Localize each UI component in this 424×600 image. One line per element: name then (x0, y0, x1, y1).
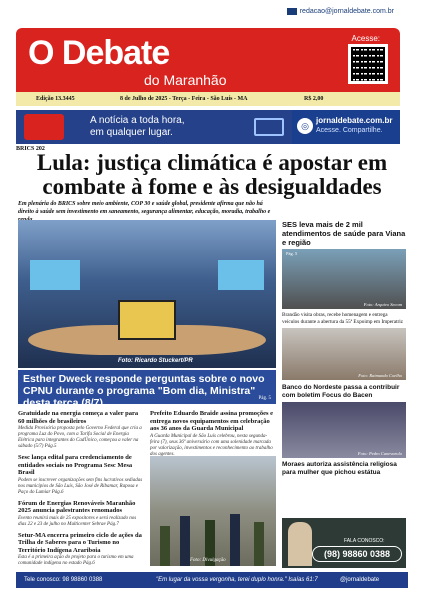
main-photo[interactable] (18, 220, 276, 368)
main-lede: Em plenária do BRICS sobre meio ambiente, COP 30 e saúde global, presidente afirma que não há direito à saúde sem investimento em saneamento, segurança alimentar, educação, moradia, trabalho e (18, 201, 271, 215)
story-title: Prefeito Eduardo Braide assina promoções e entrega novos equipamentos em celebração aos 36 anos da Guarda Municipal (150, 410, 274, 432)
ad-phone[interactable]: (98) 98860 0388 (312, 546, 402, 562)
app-screenshot-icon (24, 114, 64, 140)
right-column (282, 220, 406, 477)
story-item[interactable] (18, 454, 144, 496)
photo-credit: Foto: Arquivo Secom (363, 302, 402, 307)
story-title: Gratuidade na energia começa a valer para 60 milhões de brasileiros (18, 410, 139, 425)
newspaper-logo: O Debate (28, 34, 170, 72)
newspaper-subtitle: do Maranhão (144, 72, 227, 88)
featured-story-title: Esther Dweck responde perguntas sobre o novo CPNU durante o programa "Bom dia, Ministra" desta terça (8/7) (23, 373, 265, 409)
brandao-photo[interactable] (282, 328, 406, 380)
acesse-label: Acesse: (351, 34, 380, 43)
story-title[interactable]: SES leva mais de 2 mil atendimentos de saúde para Viana e região (282, 220, 406, 247)
guard-photo[interactable] (150, 456, 276, 566)
ad-label: FALA CONOSCO: (344, 538, 385, 544)
story-item[interactable] (150, 410, 276, 458)
edition-date: 8 de Julho de 2025 - Terça - Feira - São Luís - MA (120, 96, 248, 102)
story-title[interactable]: Moraes autoriza assistência religiosa para mulher que pichou estátua (282, 461, 397, 476)
footer-verse: "Em lugar da vossa vergonha, terei duplo honra." Isaías 61:7 (156, 577, 318, 583)
story-text: A Guarda Municipal de São Luís celebrou, nesta segunda-feira (7), seus 36º aniversário com uma solenidade marcada por valorização, investimentos e reconhecimento ao trabalho dos agentes. (150, 433, 273, 457)
story-title: Sesc lança edital para credenciamento de entidades sociais no Programa Sesc Mesa Brasil (18, 454, 133, 476)
banner-line-2: em qualquer lugar. (90, 127, 173, 138)
section-kicker: BRICS 202 (16, 146, 45, 152)
qr-code-icon[interactable] (348, 44, 388, 84)
ses-photo[interactable] (282, 249, 406, 309)
story-text: Podem se inscrever organizações sem fins lucrativos sediadas nos municípios de São Luís, São José de Ribamar, Raposa e Paço do Lumiar Pág.6 (18, 477, 143, 495)
story-title: Fórum de Energias Renováveis Maranhão 2025 anuncia palestrantes renomados (18, 499, 136, 514)
globe-icon: ◎ (297, 118, 313, 134)
top-bar (0, 0, 424, 28)
edition-bar (16, 92, 400, 106)
promo-banner[interactable] (16, 110, 400, 144)
story-title: Setur-MA encerra primeiro ciclo de ações da Trilha de Saberes para o Turismo no Território Indígena Arariboia (18, 531, 142, 554)
story-text: Evento reunirá mais de 25 expositores e será realizado nos dias 22 e 23 de julho no Multicenter Sebrae Pág.7 (18, 515, 137, 527)
edition-number: Edição 13.3445 (36, 96, 75, 102)
banner-site[interactable]: jornaldebate.com.br (316, 116, 393, 125)
person-figure (288, 522, 312, 566)
masthead (16, 28, 400, 92)
email-contact[interactable] (287, 8, 394, 15)
featured-story-page: Pág. 5 (258, 396, 271, 401)
devices-icon (254, 118, 284, 136)
story-item[interactable] (18, 500, 144, 528)
contact-ad[interactable] (282, 518, 406, 568)
footer-bar (16, 572, 408, 588)
story-text[interactable]: Brandão visita obras, recebe homenagem e entrega veículos durante a abertura da 55ª Expoimp em Imperatriz (282, 312, 403, 325)
photo-credit: Foto: Pedro Canevarolo (357, 451, 402, 456)
story-item[interactable] (18, 410, 144, 450)
edition-price: R$ 2,00 (304, 96, 324, 102)
email-text: redacao@jornaldebate.com.br (299, 8, 394, 15)
envelope-icon (287, 8, 297, 15)
photo-credit: Foto: Raimundo Coelho (358, 373, 402, 378)
featured-story-box[interactable] (18, 370, 276, 409)
photo-page: Pág. 5 (286, 251, 298, 256)
middle-column (150, 410, 276, 462)
banner-line-1: A notícia a toda hora, (90, 115, 185, 126)
banner-share: Acesse. Compartilhe. (316, 127, 383, 134)
story-text: Medida Provisória proposta pelo Governo Federal que cria a programa Luz do Povo, com a Tarifa Social de Energia Elétrica para integrantes do CadÚnico, começou a valer na sábado (5/7) Pág.5 (18, 426, 142, 449)
footer-phone[interactable]: Tele conosco: 98 98860 0388 (24, 577, 103, 583)
story-item[interactable] (18, 532, 144, 568)
main-headline[interactable]: Lula: justiça climática é apostar em combate à fome e às desigualdades (36, 150, 388, 199)
photo-credit: Foto: Ricardo Stuckert/PR (118, 358, 193, 364)
story-title[interactable]: Banco do Nordeste passa a contribuir com boletim Focus do Bacen (282, 384, 400, 399)
photo-credit: Foto: Divulgação (190, 558, 226, 563)
story-text: Esta é a primeira ação do projeto para o turismo em uma comunidade indígena no estado Pág.6 (18, 555, 134, 566)
bnb-photo[interactable] (282, 402, 406, 458)
left-column (18, 410, 144, 571)
footer-social[interactable]: @jornaldebate (340, 577, 380, 583)
